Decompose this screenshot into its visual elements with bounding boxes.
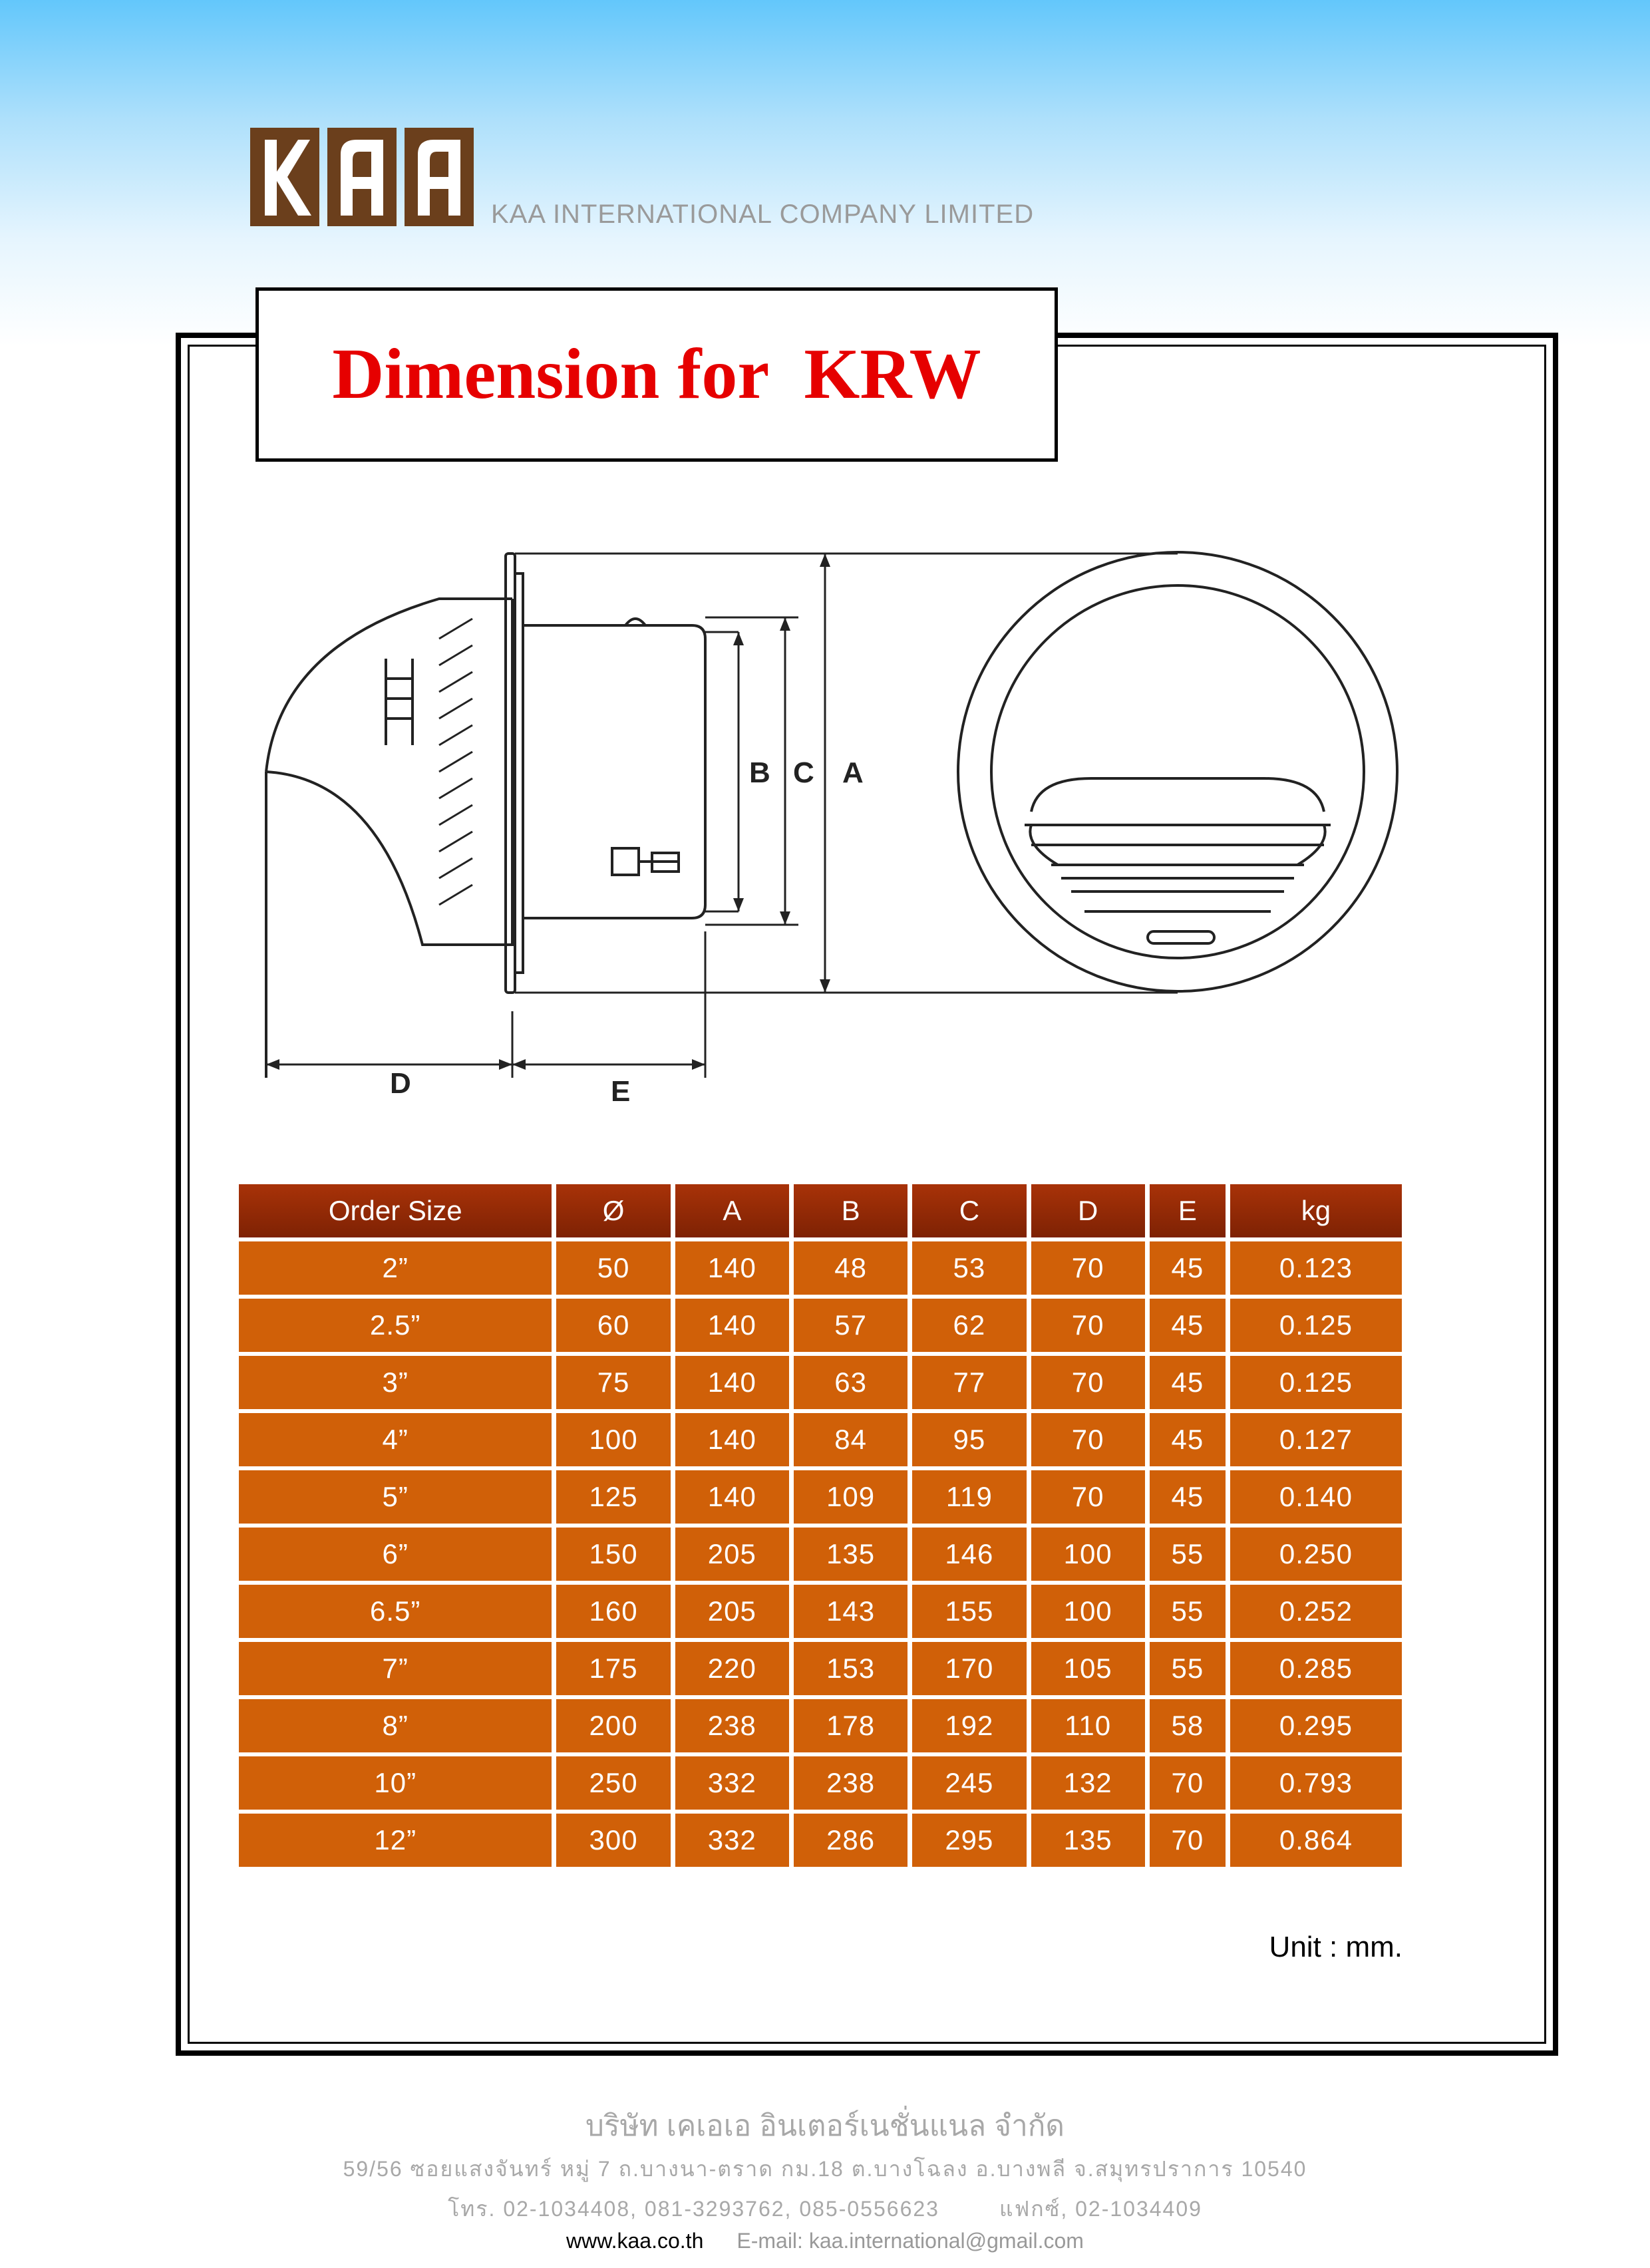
cell: 12” (239, 1814, 552, 1867)
cell: 48 (794, 1241, 908, 1295)
cell: 153 (794, 1642, 908, 1695)
cell: 55 (1150, 1642, 1226, 1695)
cell: 155 (912, 1585, 1026, 1638)
cell: 75 (556, 1356, 670, 1409)
cell: 205 (675, 1585, 789, 1638)
cell: 135 (794, 1528, 908, 1581)
cell: 150 (556, 1528, 670, 1581)
cell: 146 (912, 1528, 1026, 1581)
cell: 295 (912, 1814, 1026, 1867)
cell: 100 (1031, 1585, 1145, 1638)
cell: 135 (1031, 1814, 1145, 1867)
cell: 332 (675, 1814, 789, 1867)
kaa-logo (250, 128, 474, 226)
cell: 286 (794, 1814, 908, 1867)
cell: 53 (912, 1241, 1026, 1295)
title-box (255, 287, 1058, 462)
hood-outline (266, 599, 512, 772)
cell: 119 (912, 1470, 1026, 1524)
cell: 95 (912, 1413, 1026, 1466)
header-e: E (1150, 1184, 1226, 1237)
table-row (239, 1814, 1402, 1867)
cell: 132 (1031, 1756, 1145, 1810)
header-c: C (912, 1184, 1026, 1237)
cell: 6” (239, 1528, 552, 1581)
footer-email-link[interactable]: E-mail: kaa.international@gmail.com (737, 2229, 1084, 2253)
cell: 58 (1150, 1699, 1226, 1752)
cell: 0.125 (1230, 1356, 1402, 1409)
header-kg: kg (1230, 1184, 1402, 1237)
table-row (239, 1413, 1402, 1466)
footer-phone: โทร. 02-1034408, 081-3293762, 085-0556623 (448, 2197, 939, 2221)
cell: 192 (912, 1699, 1026, 1752)
cell: 70 (1031, 1356, 1145, 1409)
cell: 238 (675, 1699, 789, 1752)
cell: 200 (556, 1699, 670, 1752)
table-row (239, 1756, 1402, 1810)
table-row (239, 1299, 1402, 1352)
cell: 45 (1150, 1356, 1226, 1409)
cell: 45 (1150, 1470, 1226, 1524)
cell: 220 (675, 1642, 789, 1695)
cell: 60 (556, 1299, 670, 1352)
cell: 57 (794, 1299, 908, 1352)
cell: 45 (1150, 1413, 1226, 1466)
header-order-size: Order Size (239, 1184, 552, 1237)
cell: 84 (794, 1413, 908, 1466)
cell: 125 (556, 1470, 670, 1524)
dimension-table (234, 1180, 1406, 1871)
cell: 170 (912, 1642, 1026, 1695)
footer-address: 59/56 ซอยแสงจันทร์ หมู่ 7 ถ.บางนา-ตราด กม.18 ต.บางโฉลง อ.บางพลี จ.สมุทรปราการ 10540 (343, 2157, 1307, 2181)
cell: 2.5” (239, 1299, 552, 1352)
cell: 140 (675, 1299, 789, 1352)
cell: 63 (794, 1356, 908, 1409)
table-row (239, 1241, 1402, 1295)
cell: 0.127 (1230, 1413, 1402, 1466)
page-title: Dimension for KRW (332, 335, 981, 414)
cell: 250 (556, 1756, 670, 1810)
footer-contact (0, 2192, 1650, 2226)
cell: 45 (1150, 1299, 1226, 1352)
header-d: D (1031, 1184, 1145, 1237)
cell: 3” (239, 1356, 552, 1409)
footer-company-thai: บริษัท เคเอเอ อินเตอร์เนชั่นแนล จำกัด (585, 2110, 1065, 2142)
cell: 8” (239, 1699, 552, 1752)
table-row (239, 1356, 1402, 1409)
cell: 140 (675, 1356, 789, 1409)
cell: 160 (556, 1585, 670, 1638)
cell: 0.140 (1230, 1470, 1402, 1524)
cell: 140 (675, 1241, 789, 1295)
cell: 245 (912, 1756, 1026, 1810)
header-diameter: Ø (556, 1184, 670, 1237)
header-b: B (794, 1184, 908, 1237)
cell: 70 (1031, 1413, 1145, 1466)
cell: 0.295 (1230, 1699, 1402, 1752)
cell: 70 (1150, 1756, 1226, 1810)
company-name: KAA INTERNATIONAL COMPANY LIMITED (491, 200, 1035, 229)
table-row (239, 1642, 1402, 1695)
unit-note: Unit : mm. (1269, 1931, 1402, 1963)
cell: 70 (1031, 1470, 1145, 1524)
cell: 5” (239, 1470, 552, 1524)
cell: 0.125 (1230, 1299, 1402, 1352)
cell: 178 (794, 1699, 908, 1752)
cell: 205 (675, 1528, 789, 1581)
header-a: A (675, 1184, 789, 1237)
cell: 0.123 (1230, 1241, 1402, 1295)
cell: 55 (1150, 1585, 1226, 1638)
cell: 0.864 (1230, 1814, 1402, 1867)
cell: 140 (675, 1413, 789, 1466)
cell: 2” (239, 1241, 552, 1295)
cell: 10” (239, 1756, 552, 1810)
cell: 50 (556, 1241, 670, 1295)
label-b: B (749, 756, 770, 789)
cell: 4” (239, 1413, 552, 1466)
cell: 7” (239, 1642, 552, 1695)
cell: 175 (556, 1642, 670, 1695)
table-row (239, 1470, 1402, 1524)
footer-fax: แฟกซ์, 02-1034409 (999, 2197, 1202, 2221)
cell: 55 (1150, 1528, 1226, 1581)
cell: 110 (1031, 1699, 1145, 1752)
cell: 105 (1031, 1642, 1145, 1695)
cell: 140 (675, 1470, 789, 1524)
cell: 109 (794, 1470, 908, 1524)
cell: 0.285 (1230, 1642, 1402, 1695)
cell: 45 (1150, 1241, 1226, 1295)
table-row (239, 1528, 1402, 1581)
footer-website-link[interactable]: www.kaa.co.th (566, 2229, 704, 2253)
cell: 6.5” (239, 1585, 552, 1638)
cell: 70 (1031, 1241, 1145, 1295)
cell: 77 (912, 1356, 1026, 1409)
cell: 70 (1031, 1299, 1145, 1352)
label-a: A (842, 756, 864, 789)
cell: 300 (556, 1814, 670, 1867)
cell: 143 (794, 1585, 908, 1638)
table-row (239, 1585, 1402, 1638)
label-e: E (611, 1075, 631, 1108)
cell: 332 (675, 1756, 789, 1810)
footer-web (0, 2229, 1650, 2253)
cell: 0.250 (1230, 1528, 1402, 1581)
cell: 100 (1031, 1528, 1145, 1581)
cell: 70 (1150, 1814, 1226, 1867)
table-header-row (239, 1184, 1402, 1237)
cell: 0.252 (1230, 1585, 1402, 1638)
label-d: D (390, 1067, 411, 1100)
label-c: C (793, 756, 814, 789)
cell: 238 (794, 1756, 908, 1810)
cell: 62 (912, 1299, 1026, 1352)
dimension-drawing (253, 532, 1410, 1131)
cell: 100 (556, 1413, 670, 1466)
cell: 0.793 (1230, 1756, 1402, 1810)
table-row (239, 1699, 1402, 1752)
